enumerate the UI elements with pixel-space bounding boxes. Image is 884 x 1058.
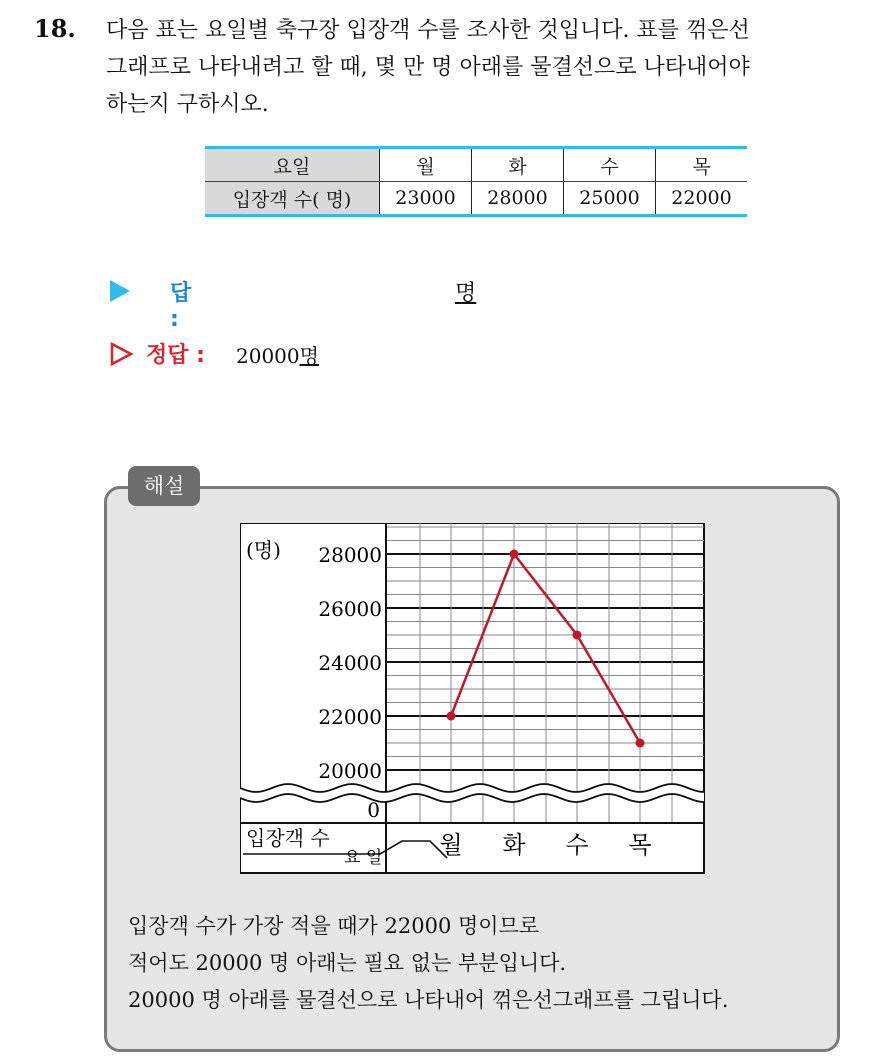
line-chart (240, 523, 706, 875)
table-header-cell: 요일 (205, 148, 380, 182)
table-row (205, 182, 747, 216)
table-header-row (205, 148, 747, 182)
y-tick-label: 24000 (318, 651, 382, 675)
y-tick-label: 22000 (318, 705, 382, 729)
table-header-cell: 목 (656, 148, 748, 182)
answer-label: 답 : (170, 281, 192, 332)
table-header-cell: 화 (472, 148, 564, 182)
play-arrow-icon (110, 280, 130, 302)
y-unit-label: (명) (246, 538, 281, 562)
key-answer (236, 340, 319, 369)
data-table (205, 146, 747, 217)
question-text: 다음 표는 요일별 축구장 입장객 수를 조사한 것입니다. 표를 꺾은선 그래프로 나타내려고 할 때, 몇 만 명 아래를 물결선으로 나타내어야 하는지 구하시오. (106, 18, 750, 117)
answer-unit: 명 (455, 281, 477, 306)
data-point (636, 739, 645, 748)
key-unit: 명 (299, 344, 319, 368)
chart-frame (240, 523, 704, 873)
outline-arrow-icon (110, 342, 134, 366)
x-tick-label: 월 (439, 831, 463, 859)
data-point (510, 550, 519, 559)
table-cell: 23000 (380, 182, 472, 216)
table-cell: 28000 (472, 182, 564, 216)
y-tick-label: 26000 (318, 597, 382, 621)
explanation-tag: 해설 (128, 466, 200, 506)
y-tick-label: 20000 (318, 759, 382, 783)
zero-tick-label: 0 (367, 798, 380, 822)
x-tick-label: 목 (628, 831, 652, 859)
table-row-label: 입장객 수( 명) (205, 182, 380, 216)
question-number: 18. (34, 14, 76, 43)
data-point (573, 631, 582, 640)
key-label: 정답 : (146, 343, 205, 368)
x-tick-label: 화 (502, 831, 526, 859)
table-header-cell: 수 (564, 148, 656, 182)
x-tick-label: 수 (565, 831, 589, 859)
table-cell: 25000 (564, 182, 656, 216)
corner-row-label: 입장객 수 (246, 826, 330, 850)
table-cell: 22000 (656, 182, 748, 216)
key-value: 20000 (236, 344, 300, 368)
explanation-text: 입장객 수가 가장 적을 때가 22000 명이므로 적어도 20000 명 아래는 필요 없는 부분입니다. 20000 명 아래를 물결선으로 나타내어 꺾은선그래프를 그립니다. (128, 914, 729, 1012)
y-tick-label: 28000 (318, 543, 382, 567)
data-point (447, 712, 456, 721)
corner-col-label: 요 일 (344, 848, 383, 868)
table-header-cell: 월 (380, 148, 472, 182)
